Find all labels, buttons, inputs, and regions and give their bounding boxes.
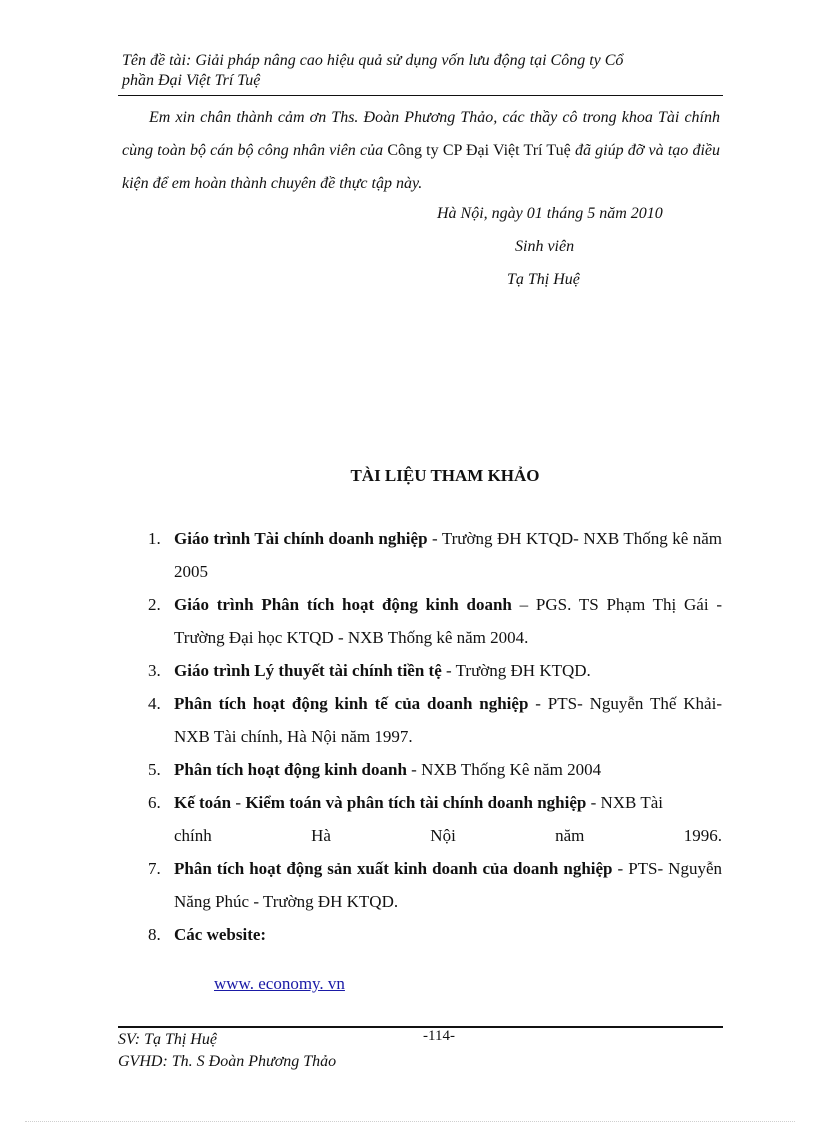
acknowledgement-text-2: đã giúp đỡ và tạo điều kiện để em hoàn thành chuyên đề thực tập này. <box>122 142 721 192</box>
acknowledgement-company: Công ty CP Đại Việt Trí Tuệ <box>387 142 571 159</box>
reference-item <box>148 918 722 951</box>
page-number: -114- <box>423 1028 455 1044</box>
signature-name: Tạ Thị Huệ <box>507 271 580 288</box>
footer-student: SV: Tạ Thị Huệ <box>118 1031 217 1048</box>
header-title-line1: Tên đề tài: Giải pháp nâng cao hiệu quả sử dụng vốn lưu động tại Công ty Cổ <box>122 52 624 69</box>
reference-number: 3. <box>148 661 161 680</box>
reference-details: – PGS. TS Phạm Thị Gái - Trường Đại học KTQD - NXB Thống kê năm 2004. <box>174 595 722 647</box>
acknowledgement-text-1: Em xin chân thành cảm ơn Ths. Đoàn Phương Thảo, các thầy cô trong khoa Tài chính cùng toàn bộ cán bộ công nhân viên của <box>122 109 720 159</box>
reference-title: Phân tích hoạt động sản xuất kinh doanh của doanh nghiệp <box>174 859 613 878</box>
reference-item <box>148 522 722 588</box>
reference-item <box>148 753 722 786</box>
website-link[interactable]: www. economy. vn <box>214 974 345 993</box>
reference-item <box>148 588 722 654</box>
reference-details: - Trường ĐH KTQD- NXB Thống kê năm 2005 <box>174 529 723 581</box>
reference-details: - PTS- Nguyễn Thế Khải- NXB Tài chính, Hà Nội năm 1997. <box>174 694 722 746</box>
reference-title: Kế toán <box>174 793 232 812</box>
reference-title: Phân tích hoạt động kinh tế của doanh nghiệp <box>174 694 529 713</box>
header-divider <box>118 95 723 96</box>
reference-number: 8. <box>148 925 161 944</box>
reference-details: - Trường ĐH KTQD. <box>441 661 591 680</box>
reference-item <box>148 786 722 852</box>
acknowledgement-paragraph <box>122 101 720 200</box>
reference-number: 6. <box>148 793 161 812</box>
reference-title: Giáo trình Lý thuyết tài chính tiền tệ <box>174 661 442 680</box>
reference-number: 5. <box>148 760 161 779</box>
reference-details-line2: chính Hà Nội năm 1996. <box>174 826 722 845</box>
footer-divider <box>118 1026 723 1028</box>
reference-title: Các website: <box>174 925 267 944</box>
reference-title-2: Kiểm toán và phân tích tài chính doanh nghiệp <box>245 793 587 812</box>
reference-number: 7. <box>148 859 161 878</box>
reference-details: - PTS- Nguyễn Năng Phúc - Trường ĐH KTQD. <box>174 859 722 911</box>
reference-details: - NXB Tài <box>586 793 663 812</box>
reference-separator: - <box>231 793 246 812</box>
signature-role: Sinh viên <box>515 238 575 255</box>
reference-item <box>148 852 722 918</box>
reference-title: Giáo trình Tài chính doanh nghiệp <box>174 529 428 548</box>
signature-place-date: Hà Nội, ngày 01 tháng 5 năm 2010 <box>437 205 663 222</box>
header-title-line2: phần Đại Việt Trí Tuệ <box>122 72 261 89</box>
footer-advisor: GVHD: Th. S Đoàn Phương Thảo <box>118 1053 337 1070</box>
reference-item <box>148 687 722 753</box>
document-header <box>122 51 722 91</box>
reference-item <box>148 654 722 687</box>
references-title: TÀI LIỆU THAM KHẢO <box>350 466 540 485</box>
reference-title: Giáo trình Phân tích hoạt động kinh doanh <box>174 595 512 614</box>
reference-number: 2. <box>148 595 161 614</box>
page-bottom-border <box>25 1121 795 1122</box>
reference-number: 4. <box>148 694 161 713</box>
references-list <box>148 522 722 951</box>
reference-title: Phân tích hoạt động kinh doanh <box>174 760 407 779</box>
reference-number: 1. <box>148 529 161 548</box>
reference-details: - NXB Thống Kê năm 2004 <box>406 760 602 779</box>
